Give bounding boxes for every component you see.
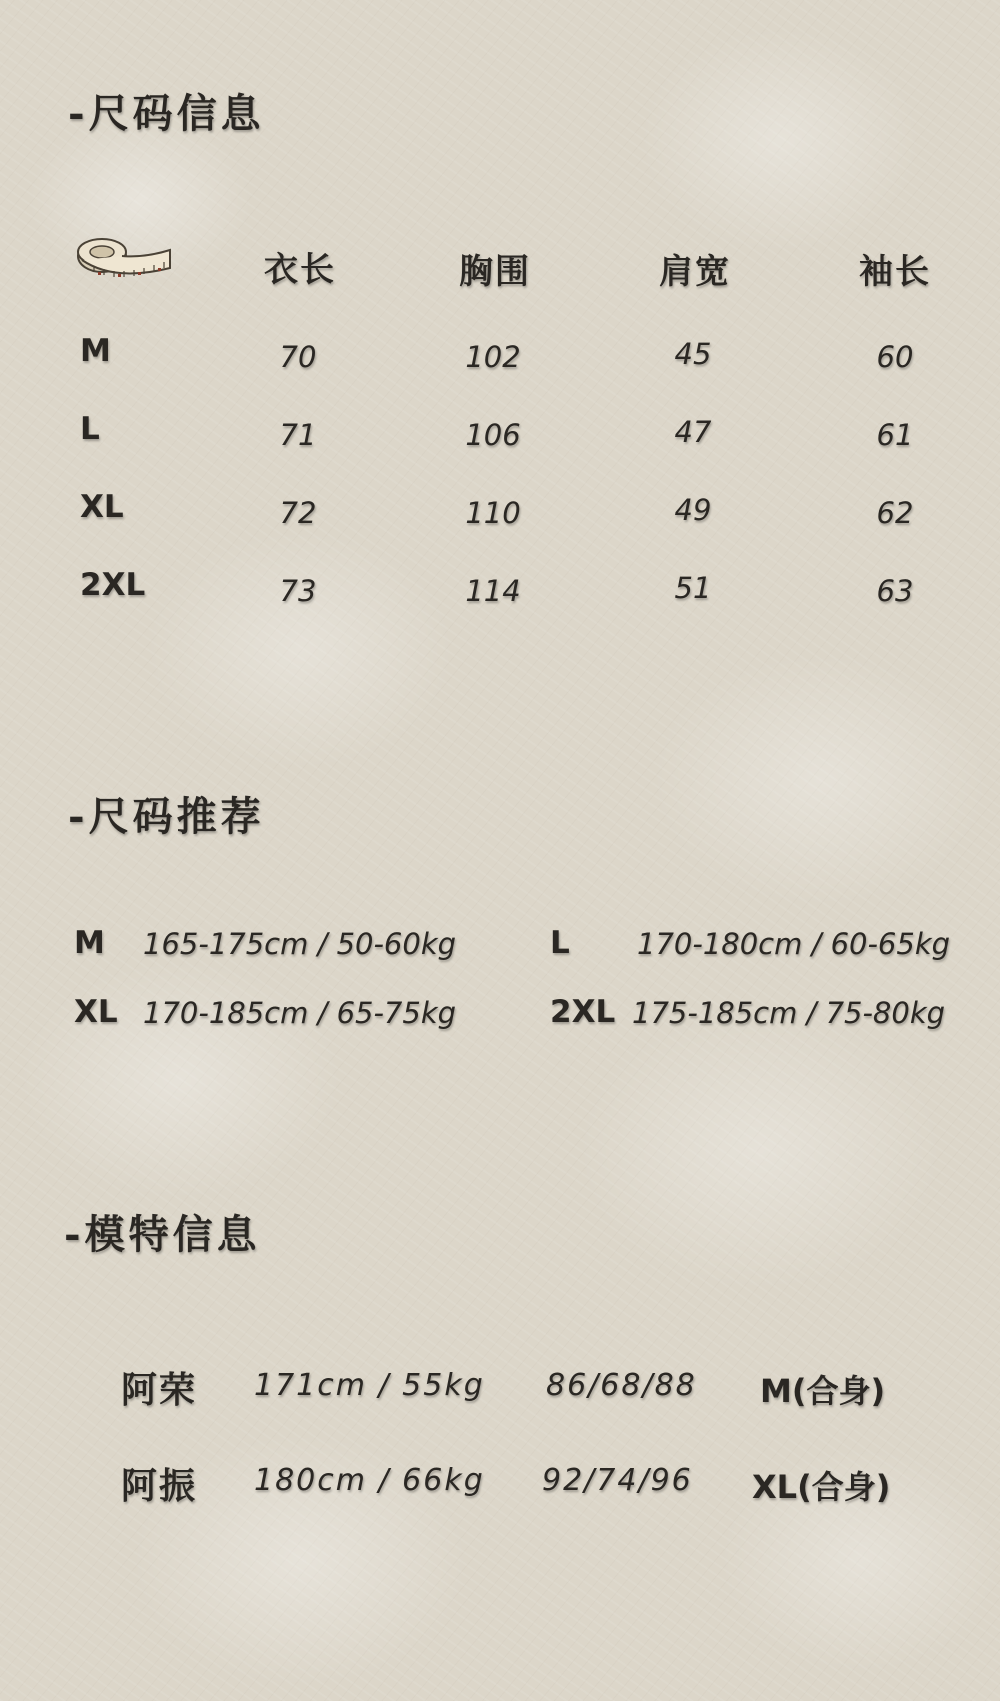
table-cell: 106 xyxy=(465,418,521,452)
tape-measure-icon xyxy=(74,232,174,288)
recommend-size-label: 2XL xyxy=(550,994,616,1030)
table-cell: 70 xyxy=(279,340,317,374)
size-row-label: 2XL xyxy=(80,567,146,603)
model-fit-size: M(合身) xyxy=(760,1372,886,1410)
model-name: 阿荣 xyxy=(121,1369,198,1411)
size-row-label: M xyxy=(80,333,111,369)
recommend-range: 165-175cm / 50-60kg xyxy=(143,927,457,961)
recommend-range: 170-180cm / 60-65kg xyxy=(637,927,951,961)
model-height-weight: 180cm / 66kg xyxy=(254,1463,485,1498)
size-recommend-heading: -尺码推荐 xyxy=(68,793,265,840)
table-cell: 62 xyxy=(876,496,914,530)
table-cell: 102 xyxy=(465,340,521,374)
table-cell: 63 xyxy=(876,574,914,608)
table-cell: 72 xyxy=(279,496,317,530)
recommend-range: 175-185cm / 75-80kg xyxy=(632,996,946,1030)
column-header-length: 衣长 xyxy=(264,250,336,290)
recommend-size-label: XL xyxy=(74,994,118,1030)
model-fit-size: XL(合身) xyxy=(752,1468,891,1506)
recommend-range: 170-185cm / 65-75kg xyxy=(143,996,457,1030)
model-height-weight: 171cm / 55kg xyxy=(254,1368,485,1403)
size-info-heading: -尺码信息 xyxy=(68,90,265,137)
recommend-size-label: M xyxy=(74,925,105,961)
table-cell: 73 xyxy=(279,574,317,608)
table-cell: 110 xyxy=(465,496,521,530)
model-measurements: 86/68/88 xyxy=(546,1368,697,1403)
table-cell: 60 xyxy=(876,340,914,374)
model-measurements: 92/74/96 xyxy=(542,1463,693,1498)
table-cell: 61 xyxy=(876,418,914,452)
table-cell: 45 xyxy=(674,337,712,371)
model-name: 阿振 xyxy=(121,1465,198,1507)
table-cell: 49 xyxy=(674,493,712,527)
column-header-chest: 胸围 xyxy=(459,252,531,292)
table-cell: 71 xyxy=(279,418,317,452)
column-header-shoulder: 肩宽 xyxy=(659,252,731,292)
table-cell: 47 xyxy=(674,415,712,449)
column-header-sleeve: 袖长 xyxy=(859,252,931,292)
size-row-label: L xyxy=(80,411,100,447)
recommend-size-label: L xyxy=(550,925,570,961)
table-cell: 114 xyxy=(465,574,521,608)
model-info-heading: -模特信息 xyxy=(64,1211,261,1258)
size-row-label: XL xyxy=(80,489,124,525)
table-cell: 51 xyxy=(674,571,712,605)
